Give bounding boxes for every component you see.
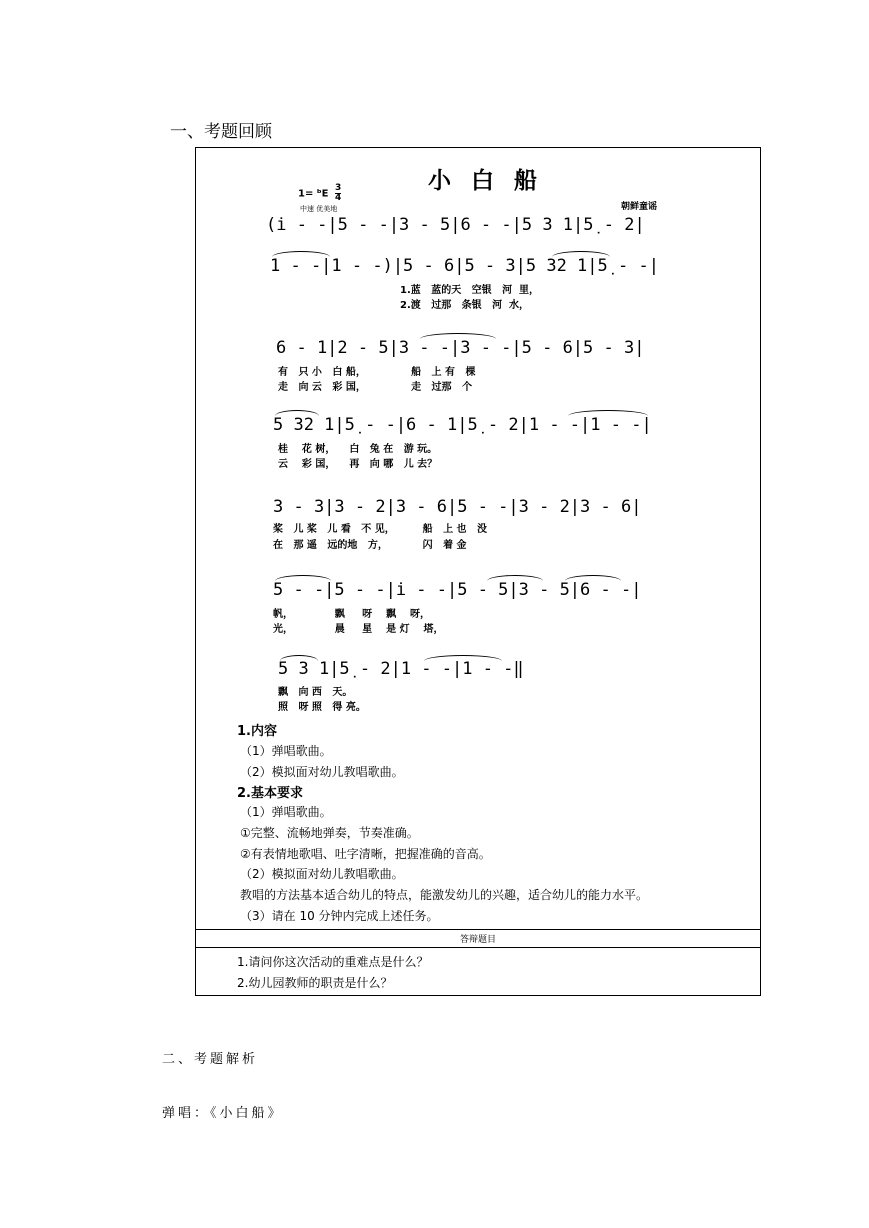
- slur: [568, 410, 648, 416]
- lyrics-verse-1: 飘 向 西 天。: [278, 687, 353, 698]
- notation-line: 3 - 3|3 - 2|3 - 6|5 - -|3 - 2|3 - 6|: [273, 497, 642, 517]
- question-item: 1.请问你这次活动的重难点是什么？: [237, 955, 429, 969]
- slur: [552, 251, 610, 257]
- song-title: 小 白 船: [428, 168, 544, 194]
- requirement-item: ②有表情地歌唱、吐字清晰，把握准确的音高。: [240, 847, 491, 861]
- requirement-item: 教唱的方法基本适合幼儿的特点，能激发幼儿的兴趣，适合幼儿的能力水平。: [240, 888, 649, 902]
- content-heading: 1.内容: [237, 724, 277, 739]
- requirement-item: （3）请在 10 分钟内完成上述任务。: [240, 909, 439, 923]
- notation-line: 1 - -|1 - -)|5 - 6|5 - 3|5 32 1|5̣ - -|: [270, 256, 659, 276]
- requirements-heading: 2.基本要求: [237, 786, 303, 801]
- song-origin: 朝鲜童谣: [621, 202, 658, 212]
- key-label: 1= ᵇE: [298, 188, 329, 200]
- slur: [275, 575, 331, 581]
- divider: [195, 947, 761, 948]
- lyrics-verse-1: 有 只 小 白 船， 船 上 有 棵: [278, 367, 476, 378]
- lyrics-verse-2: 走 向 云 彩 国， 走 过那 个: [278, 382, 472, 393]
- notation-line: 5 32 1|5̣ - -|6 - 1|5̣ - 2|1 - -|1 - -|: [273, 415, 652, 435]
- slur: [424, 655, 502, 661]
- notation-line: 6 - 1|2 - 5|3 - -|3 - -|5 - 6|5 - 3|: [276, 338, 645, 358]
- slur: [487, 575, 543, 581]
- time-signature: [335, 184, 341, 203]
- tempo-marking: 中速 优美地: [300, 205, 338, 213]
- lyrics-verse-1: 桂 花 树， 白 兔 在 游 玩。: [278, 444, 438, 455]
- notation-line: (i̇ - -|5 - -|3 - 5|6 - -|5 3 1|5̣ - 2|: [266, 215, 645, 235]
- lyrics-verse-1: 1.蓝 蓝的天 空银 河 里，: [400, 285, 540, 296]
- slur: [272, 251, 330, 257]
- time-denominator: 4: [334, 193, 342, 203]
- key-signature: [298, 184, 341, 203]
- notation-line: 5 3 1|5̣ - 2|1 - -|1 - -‖: [278, 659, 524, 679]
- lyrics-verse-1: 桨 儿 桨 儿 看 不 见， 船 上 也 没: [273, 524, 487, 535]
- lyrics-verse-1: 帆， 飘 呀 飘 呀，: [273, 609, 431, 620]
- slur: [565, 575, 621, 581]
- lyrics-verse-2: 照 呀 照 得 亮。: [278, 702, 366, 713]
- requirement-item: ①完整、流畅地弹奏，节奏准确。: [240, 826, 419, 840]
- lyrics-verse-2: 在 那 遥 远的地 方， 闪 着 金: [273, 540, 467, 551]
- time-numerator: 3: [334, 183, 342, 193]
- question-item: 2.幼儿园教师的职责是什么？: [237, 976, 393, 990]
- section-title-analysis: 二、考题解析: [162, 1052, 259, 1067]
- slur: [280, 655, 318, 661]
- divider: [195, 929, 761, 930]
- lyrics-verse-2: 云 彩 国， 再 向 哪 儿 去？: [278, 459, 438, 470]
- answer-questions-header: 答辩题目: [459, 935, 496, 945]
- lyrics-verse-2: 2.渡 过那 条银 河 水，: [400, 300, 530, 311]
- lyrics-verse-2: 光， 晨 星 是 灯 塔，: [273, 624, 444, 635]
- sing-song-line: 弹唱：《小白船》: [162, 1106, 284, 1121]
- notation-line: 5 - -|5 - -|i̇ - -|5 - 5|3 - 5|6 - -|: [273, 580, 642, 600]
- slur: [420, 333, 496, 339]
- requirement-item: （2）模拟面对幼儿教唱歌曲。: [240, 867, 404, 881]
- slur: [275, 410, 319, 416]
- content-item: （2）模拟面对幼儿教唱歌曲。: [240, 765, 404, 779]
- section-title-review: 一、考题回顾: [170, 122, 272, 142]
- content-item: （1）弹唱歌曲。: [240, 744, 332, 758]
- requirement-item: （1）弹唱歌曲。: [240, 805, 332, 819]
